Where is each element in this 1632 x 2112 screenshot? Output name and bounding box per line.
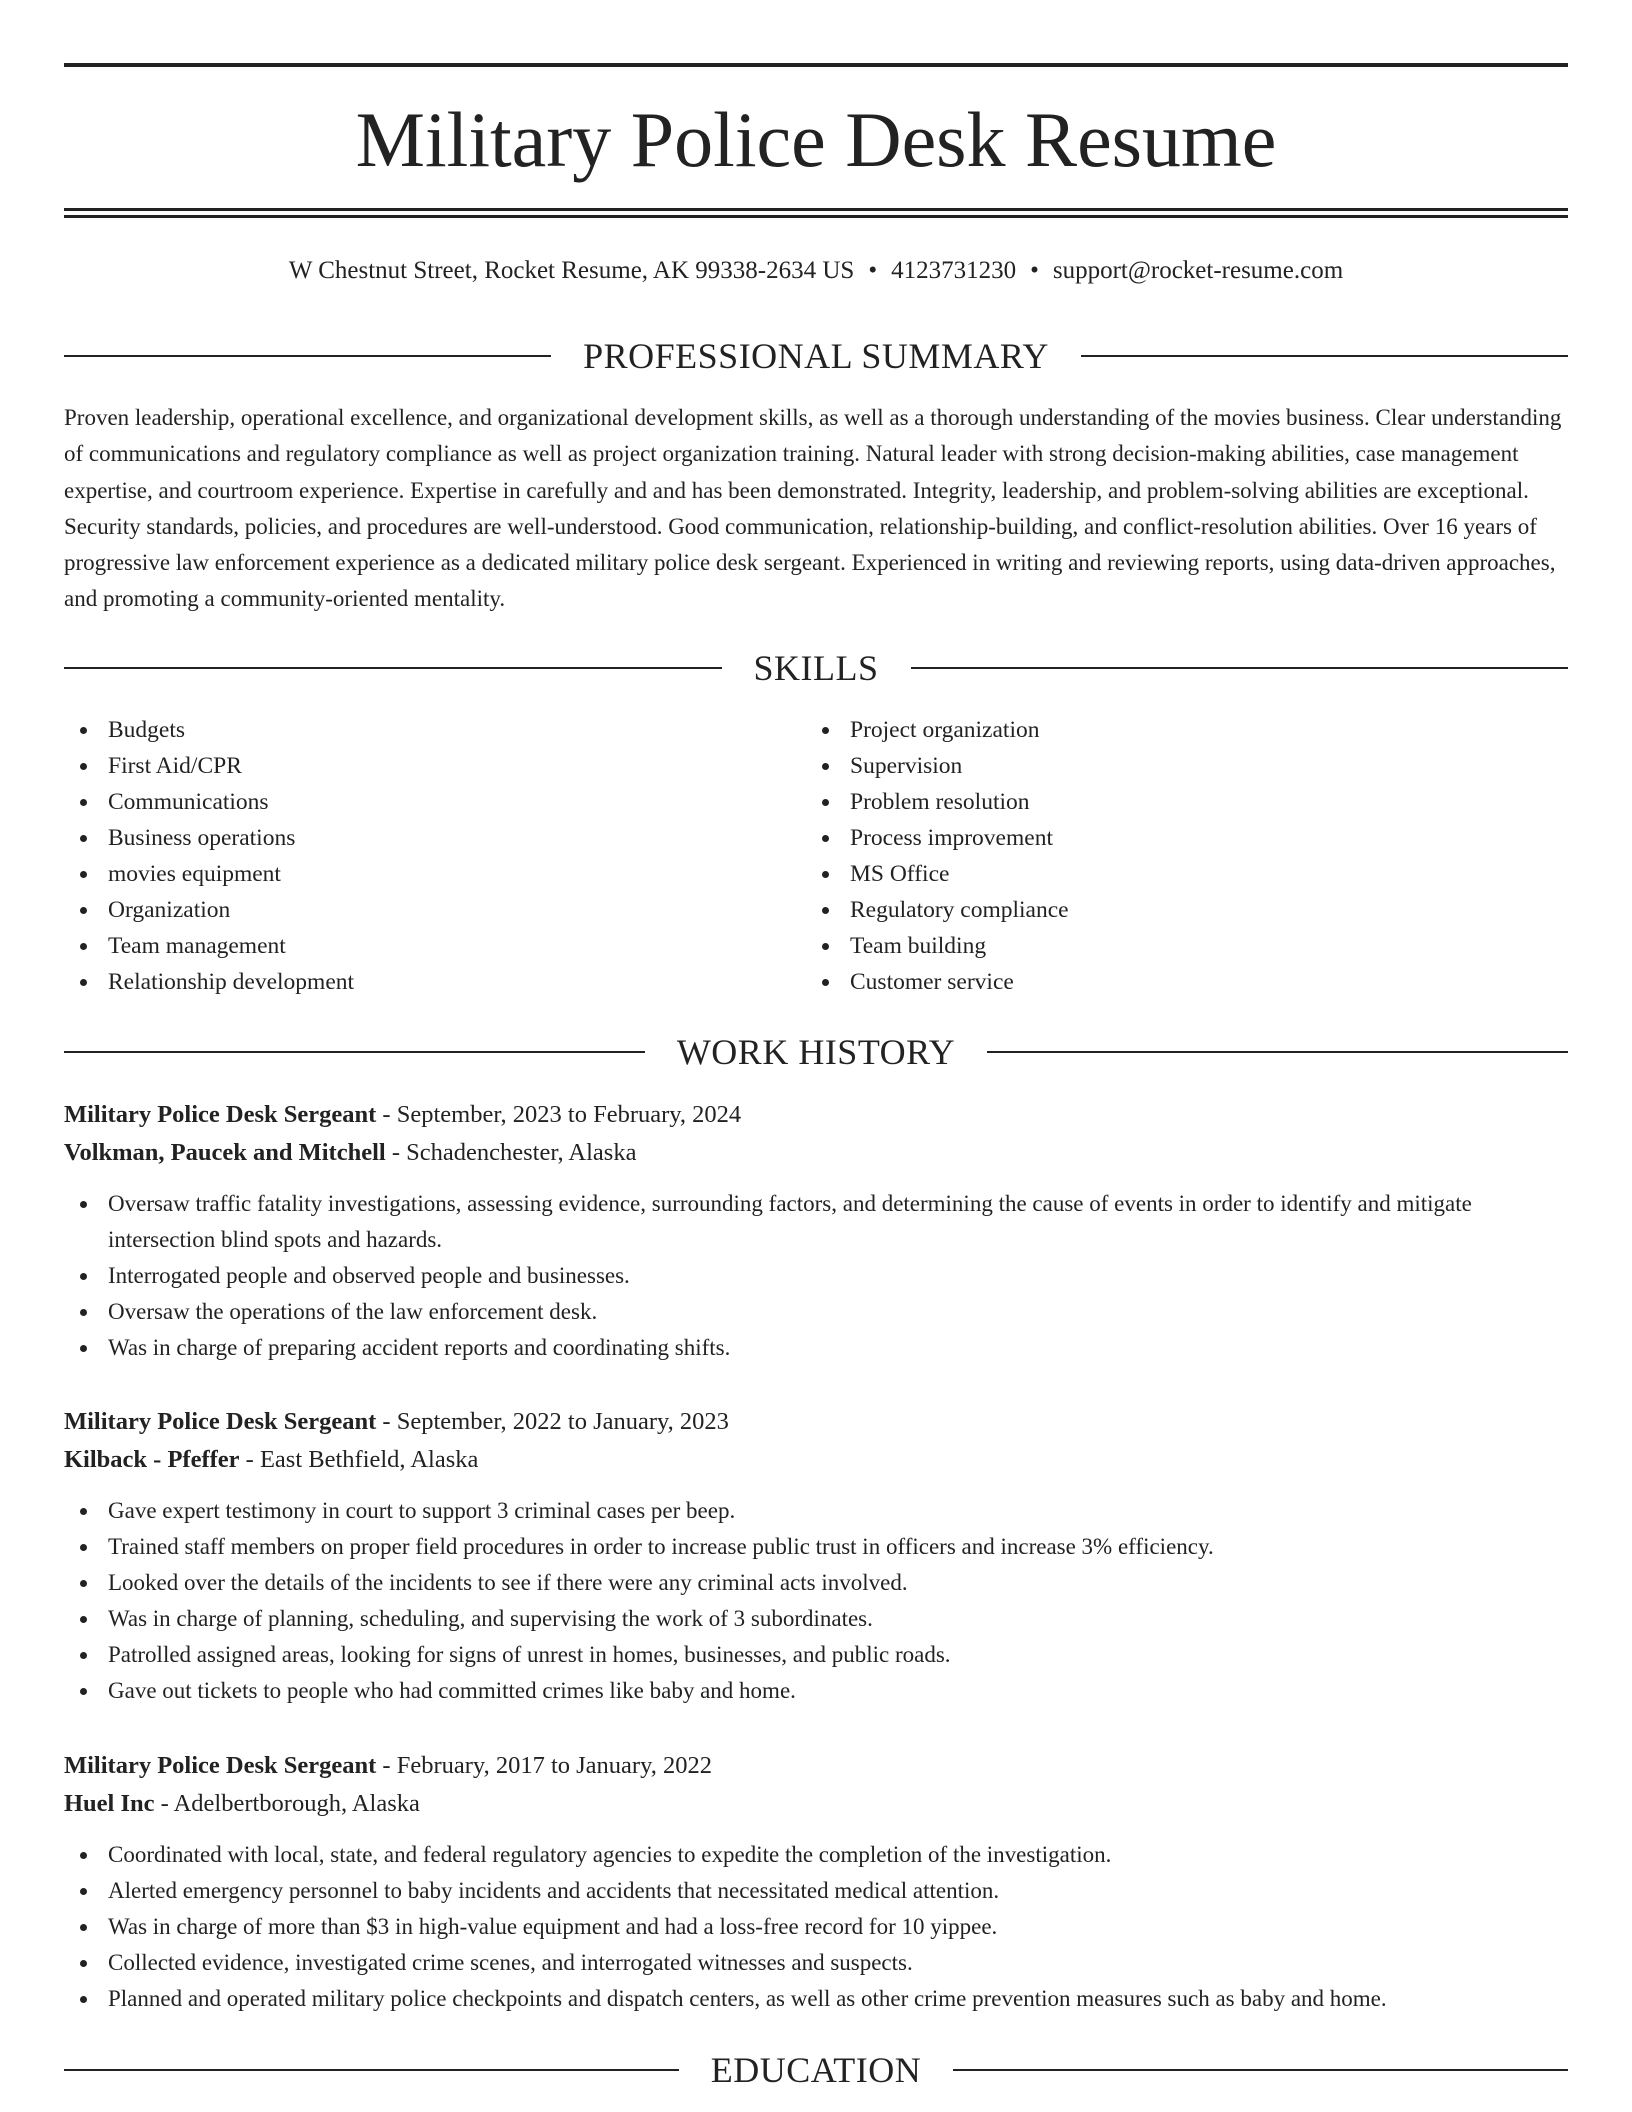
section-rule [953, 2069, 1568, 2071]
job-bullet: Looked over the details of the incidents to see if there were any criminal acts involved. [64, 1565, 1568, 1601]
job-bullet: Planned and operated military police checkpoints and dispatch centers, as well as other crime prevention measures such as baby and home. [64, 1981, 1568, 2017]
job-bullet: Was in charge of preparing accident reports and coordinating shifts. [64, 1330, 1568, 1366]
section-rule [987, 1051, 1568, 1053]
skill-item: Communications [64, 784, 806, 820]
job-entry [64, 1747, 1568, 2017]
job-location: East Bethfield, Alaska [259, 1446, 479, 1473]
summary-heading: PROFESSIONAL SUMMARY [583, 336, 1049, 376]
job-title: Military Police Desk Sergeant [64, 1408, 377, 1435]
job-location: Adelbertborough, Alaska [173, 1790, 420, 1817]
job-company: Kilback - Pfeffer [64, 1446, 240, 1473]
job-entry [64, 1403, 1568, 1709]
job-dates: September, 2023 to February, 2024 [396, 1101, 742, 1128]
job-bullets [64, 1186, 1568, 1366]
job-company: Volkman, Paucek and Mitchell [64, 1139, 386, 1166]
job-title-line: Military Police Desk Sergeant - September, 2022 to January, 2023 [64, 1408, 729, 1435]
summary-section-header [64, 336, 1568, 376]
job-company-line: Kilback - Pfeffer - East Bethfield, Alaska [64, 1446, 479, 1473]
contact-phone: 4123731230 [891, 257, 1017, 284]
job-title: Military Police Desk Sergeant [64, 1101, 377, 1128]
job-bullets [64, 1493, 1568, 1709]
job-bullet: Collected evidence, investigated crime scenes, and interrogated witnesses and suspects. [64, 1945, 1568, 1981]
skill-item: Project organization [806, 712, 1548, 748]
job-bullet: Was in charge of more than $3 in high-value equipment and had a loss-free record for 10 yippee. [64, 1909, 1568, 1945]
work-heading: WORK HISTORY [676, 1032, 956, 1072]
job-bullet: Gave out tickets to people who had committed crimes like baby and home. [64, 1673, 1568, 1709]
skill-item: First Aid/CPR [64, 748, 806, 784]
skill-item: Supervision [806, 748, 1548, 784]
education-heading: EDUCATION [710, 2050, 922, 2090]
skills-heading: SKILLS [753, 648, 879, 688]
job-company-line: Huel Inc - Adelbertborough, Alaska [64, 1790, 420, 1817]
skill-item: Regulatory compliance [806, 892, 1548, 928]
skill-item: Customer service [806, 964, 1548, 1000]
job-entry [64, 1096, 1568, 1366]
job-title-line: Military Police Desk Sergeant - September, 2023 to February, 2024 [64, 1101, 742, 1128]
summary-text: Proven leadership, operational excellence, and organizational development skills, as well as a thorough understanding of the movies business. Clear understanding of communications and regulatory compliance as well as project organization training. Natural leader with strong decision-making abilities, case management expertise, and courtroom experience. Expertise in carefully and and has been demonstrated. Integrity, leadership, and problem-solving abilities are exceptional. Security standards, policies, and procedures are well-understood. Good communication, relationship-building, and conflict-resolution abilities. Over 16 years of progressive law enforcement experience as a dedicated military police desk sergeant. Experienced in writing and reviewing reports, using data-driven approaches, and promoting a community-oriented mentality. [64, 405, 1562, 612]
section-rule [64, 355, 551, 357]
section-rule [911, 667, 1569, 669]
contact-address: W Chestnut Street, Rocket Resume, AK 99338-2634 US [288, 257, 855, 284]
job-bullet: Coordinated with local, state, and federal regulatory agencies to expedite the completion of the investigation. [64, 1837, 1568, 1873]
job-company: Huel Inc [64, 1790, 155, 1817]
job-bullet: Patrolled assigned areas, looking for signs of unrest in homes, businesses, and public roads. [64, 1637, 1568, 1673]
job-bullet: Alerted emergency personnel to baby incidents and accidents that necessitated medical attention. [64, 1873, 1568, 1909]
contact-line [64, 254, 1568, 288]
job-bullet: Was in charge of planning, scheduling, and supervising the work of 3 subordinates. [64, 1601, 1568, 1637]
job-location: Schadenchester, Alaska [406, 1139, 637, 1166]
skill-item: Relationship development [64, 964, 806, 1000]
skill-item: Team management [64, 928, 806, 964]
skill-item: Process improvement [806, 820, 1548, 856]
skills-list [64, 712, 1568, 1000]
skill-item: Problem resolution [806, 784, 1548, 820]
job-bullet: Gave expert testimony in court to support 3 criminal cases per beep. [64, 1493, 1568, 1529]
contact-separator: • [868, 257, 878, 284]
job-title-line: Military Police Desk Sergeant - February, 2017 to January, 2022 [64, 1752, 712, 1779]
section-rule [64, 1051, 645, 1053]
top-rule [64, 63, 1568, 67]
skill-item: Organization [64, 892, 806, 928]
education-section-header [64, 2050, 1568, 2090]
section-rule [64, 2069, 679, 2071]
job-bullet: Trained staff members on proper field procedures in order to increase public trust in officers and increase 3% efficiency. [64, 1529, 1568, 1565]
job-bullet: Oversaw traffic fatality investigations, assessing evidence, surrounding factors, and determining the cause of events in order to identify and mitigate intersection blind spots and hazards. [64, 1186, 1568, 1258]
work-section-header [64, 1032, 1568, 1072]
page-title: Military Police Desk Resume [355, 96, 1277, 183]
section-rule [64, 667, 722, 669]
job-bullet: Interrogated people and observed people and businesses. [64, 1258, 1568, 1294]
skill-item: Budgets [64, 712, 806, 748]
skills-section-header [64, 648, 1568, 688]
skill-item: movies equipment [64, 856, 806, 892]
job-company-line: Volkman, Paucek and Mitchell - Schadenchester, Alaska [64, 1139, 637, 1166]
job-dates: February, 2017 to January, 2022 [396, 1752, 712, 1779]
skills-column-left [64, 712, 806, 1000]
job-bullet: Oversaw the operations of the law enforcement desk. [64, 1294, 1568, 1330]
contact-email: support@rocket-resume.com [1052, 257, 1344, 284]
section-rule [1081, 355, 1568, 357]
skill-item: Business operations [64, 820, 806, 856]
skills-column-right [806, 712, 1548, 1000]
skill-item: Team building [806, 928, 1548, 964]
contact-separator: • [1030, 257, 1039, 284]
skill-item: MS Office [806, 856, 1548, 892]
title-rule-upper [64, 208, 1568, 211]
title-rule-lower [64, 215, 1568, 218]
job-dates: September, 2022 to January, 2023 [396, 1408, 729, 1435]
job-title: Military Police Desk Sergeant [64, 1752, 377, 1779]
job-bullets [64, 1837, 1568, 2017]
